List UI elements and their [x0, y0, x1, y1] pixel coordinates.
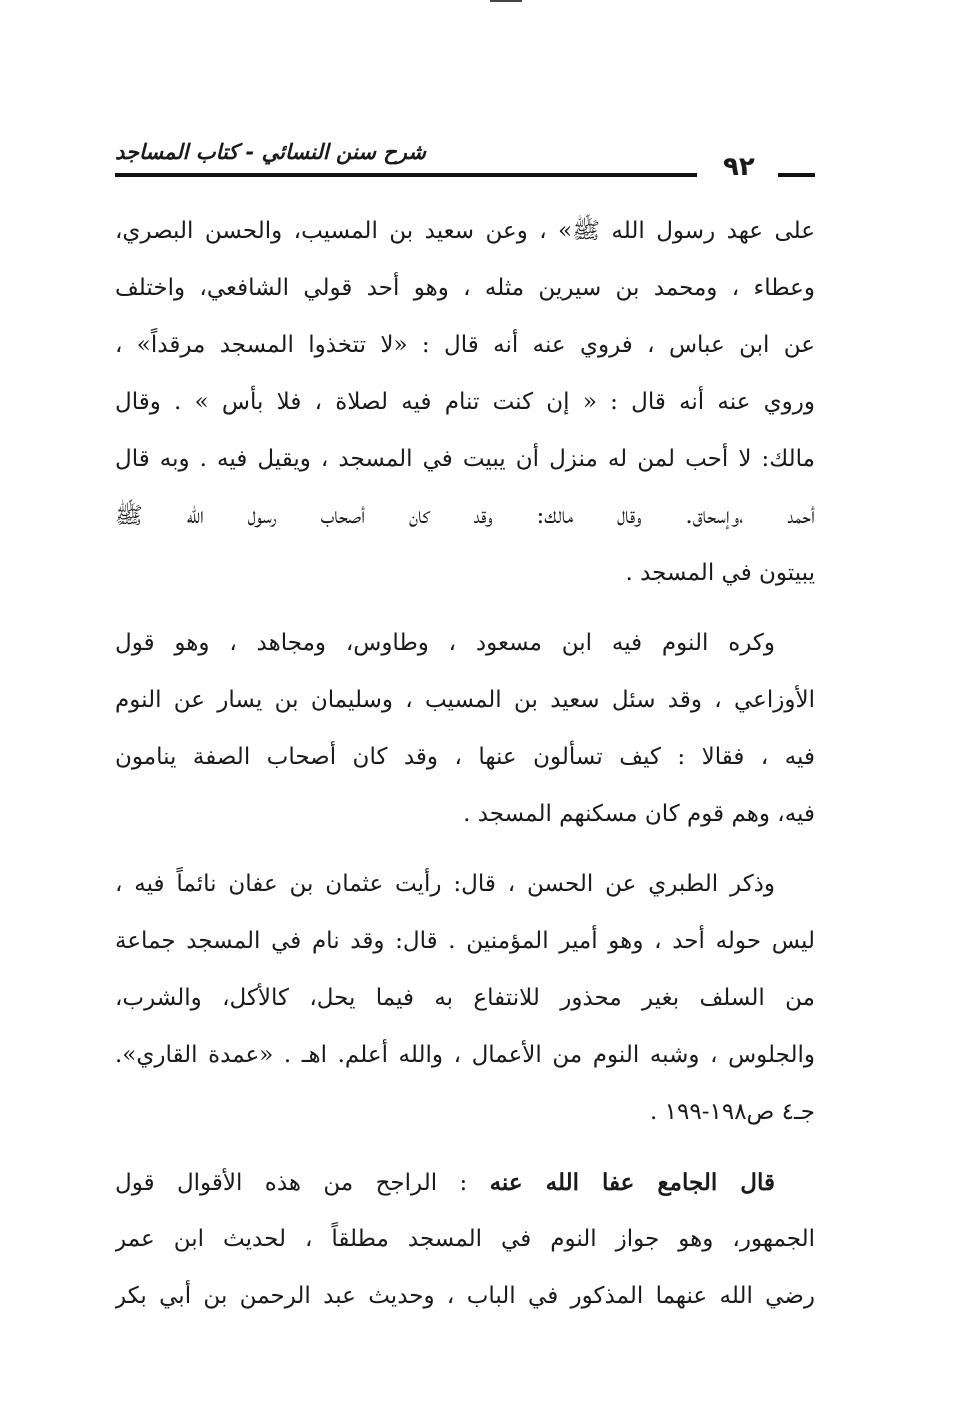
text-line: فيه، وهم قوم كان مسكنهم المسجد .: [463, 801, 815, 827]
text-line: مالك: لا أحب لمن له منزل أن يبيت في المسجد ، ويقيل فيه . وبه قال: [115, 446, 815, 472]
text-line: فيه ، فقالا : كيف تسألون عنها ، وقد كان أصحاب الصفة ينامون: [115, 744, 815, 770]
top-crop-mark: [490, 0, 522, 2]
text-fragment: : الراجح من هذه الأقوال قول: [115, 1170, 490, 1196]
text-line: وذكر الطبري عن الحسن ، قال: رأيت عثمان بن عفان نائماً فيه ،: [115, 871, 775, 897]
text-line: على عهد رسول الله ﷺ» ، وعن سعيد بن المسيب، والحسن البصري،: [115, 218, 815, 244]
text-line: وروي عنه أنه قال : « إن كنت تنام فيه لصلاة ، فلا بأس » . وقال: [115, 389, 815, 415]
header-rule: [115, 173, 697, 177]
page-header: [115, 140, 815, 190]
body-text: [115, 203, 815, 1325]
paragraph-3: [115, 856, 815, 1141]
text-line: الجمهور، وهو جواز النوم في المسجد مطلقاً ، لحديث ابن عمر: [115, 1226, 815, 1252]
text-line: عن ابن عباس ، فروي عنه أنه قال : «لا تتخذوا المسجد مرقداً» ،: [115, 332, 815, 358]
text-line: رضي الله عنهما المذكور في الباب ، وحديث عبد الرحمن بن أبي بكر: [115, 1283, 815, 1309]
text-line: ليس حوله أحد ، وهو أمير المؤمنين . قال: وقد نام في المسجد جماعة: [115, 928, 815, 954]
author-heading: قال الجامع عفا الله عنه: [489, 1169, 776, 1196]
paragraph-2: [115, 615, 815, 843]
running-title: شرح سنن النسائي - كتاب المساجد: [115, 140, 426, 164]
paragraph-4: [115, 1154, 815, 1325]
page-number-rule: [778, 173, 815, 177]
text-line: الأوزاعي ، وقد سئل سعيد بن المسيب ، وسليمان بن يسار عن النوم: [115, 687, 815, 713]
page-number: ٩٢: [723, 152, 755, 182]
text-line: وكره النوم فيه ابن مسعود ، وطاوس، ومجاهد ، وهو قول: [115, 630, 775, 656]
paragraph-1: [115, 203, 815, 602]
text-line: أحمد ،وإسحاق. وقال مالك: وقد كان أصحاب رسول الله ﷺ: [115, 503, 815, 529]
text-line: وعطاء ، ومحمد بن سيرين مثله ، وهو أحد قولي الشافعي، واختلف: [115, 275, 815, 301]
text-line: والجلوس ، وشبه النوم من الأعمال ، والله أعلم. اهـ . «عمدة القاري».: [115, 1042, 815, 1068]
text-line: [115, 1154, 815, 1211]
text-line: جـ٤ ص١٩٨-١٩٩ .: [650, 1099, 815, 1125]
text-line: من السلف بغير محذور للانتفاع به فيما يحل، كالأكل، والشرب،: [115, 985, 815, 1011]
text-line: يبيتون في المسجد .: [625, 560, 815, 586]
